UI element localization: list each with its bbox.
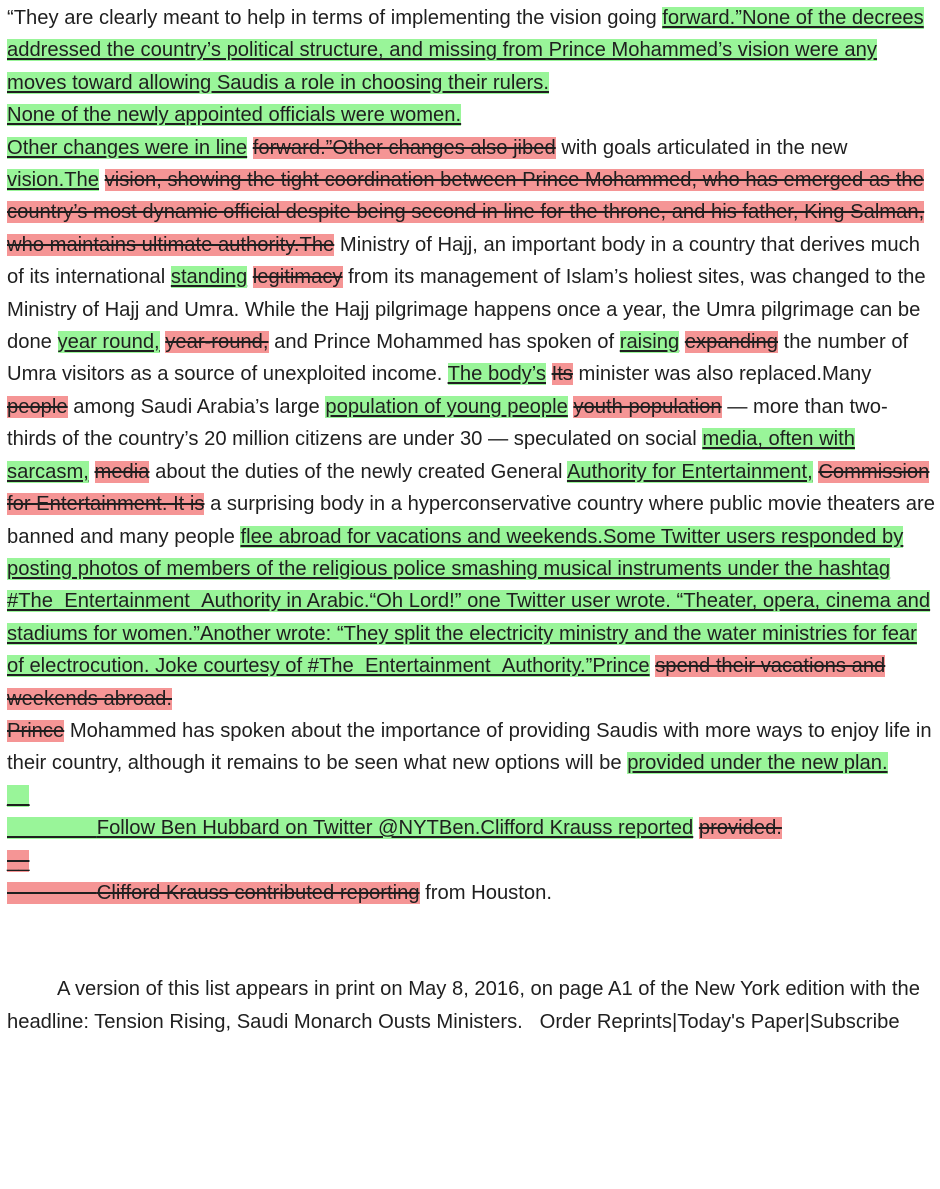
link-separator: | xyxy=(804,1010,810,1033)
inserted-text: year round, xyxy=(57,331,160,354)
unchanged-text xyxy=(89,461,95,483)
unchanged-text: about the duties of the newly created General xyxy=(149,460,567,483)
inserted-text: provided under the new plan. xyxy=(627,752,888,775)
inserted-text: population of young people xyxy=(325,395,568,418)
inserted-text: forward.”None of the decrees addressed the country’s political structure, and missing from Prince Mohammed’s vision were any moves toward allowing Saudis a role in choosing their rulers. xyxy=(7,7,924,94)
deleted-text: people xyxy=(7,395,68,418)
deleted-text: legitimacy xyxy=(252,266,343,289)
unchanged-text: “They are clearly meant to help in terms of implementing the vision going xyxy=(7,7,663,29)
deleted-text: year-round, xyxy=(165,331,269,354)
print-edition-text: A version of this list appears in print on May 8, 2016, on page A1 of the New York edition with the headline: Tension Rising, Saudi Monarch Ousts Ministers. xyxy=(7,978,920,1033)
unchanged-text xyxy=(99,169,105,191)
deleted-text: Commission for Entertainment. It is xyxy=(7,460,930,516)
subscribe-link[interactable]: Subscribe xyxy=(809,1010,900,1033)
inserted-text: __ xyxy=(7,784,30,807)
deleted-text: Prince xyxy=(7,719,65,742)
unchanged-text: from Houston. xyxy=(419,881,552,904)
todays-paper-link[interactable]: Today's Paper xyxy=(677,1010,805,1033)
order-reprints-link[interactable]: Order Reprints xyxy=(539,1010,673,1033)
unchanged-text xyxy=(247,266,253,288)
inserted-text: Other changes were in line xyxy=(7,136,248,159)
inserted-text: The body’s xyxy=(447,363,546,386)
unchanged-text: the number of Umra visitors as a source of unexploited income. xyxy=(7,331,909,386)
deleted-text: Its xyxy=(551,363,573,386)
unchanged-text: minister was also replaced.Many xyxy=(572,363,872,386)
deleted-text: forward.”Other changes also jibed xyxy=(252,136,556,159)
deleted-text: expanding xyxy=(684,331,778,354)
inserted-text: vision.The xyxy=(7,169,100,192)
inserted-text: media, often with sarcasm, xyxy=(7,428,855,483)
unchanged-text: and Prince Mohammed has spoken of xyxy=(268,331,620,354)
deleted-text: vision, showing the tight coordination between Prince Mohammed, who has emerged as the country’s most dynamic official despite being second in line for the throne, and his father, King Salman, who maintains ultimate authority.The xyxy=(7,169,925,256)
unchanged-text: Ministry of Hajj, an important body in a country that derives much of its international xyxy=(7,233,920,289)
print-edition-note xyxy=(7,973,937,1038)
inserted-text: None of the newly appointed officials were women. xyxy=(7,104,462,127)
unchanged-text xyxy=(247,137,253,159)
unchanged-text: among Saudi Arabia’s large xyxy=(67,395,326,418)
unchanged-text: Mohammed has spoken about the importance of providing Saudis with more ways to enjoy life in their country, although it remains to be seen what new options will be xyxy=(7,719,932,775)
unchanged-text xyxy=(679,331,685,353)
diff-article-text xyxy=(7,2,937,909)
deleted-text: youth population xyxy=(573,395,722,418)
deleted-text: Clifford Krauss contributed reporting xyxy=(7,881,420,904)
deleted-text: media xyxy=(94,460,150,483)
link-separator: | xyxy=(672,1010,678,1033)
inserted-text: standing xyxy=(170,266,248,289)
deleted-text: provided. xyxy=(698,817,782,840)
inserted-text: Authority for Entertainment, xyxy=(566,460,813,483)
unchanged-text: a surprising body in a hyperconservative country where public movie theaters are banned and many people xyxy=(7,493,935,548)
unchanged-text: — more than two-thirds of the country’s 20 million citizens are under 30 — speculated on social xyxy=(7,395,888,451)
unchanged-text xyxy=(546,363,552,385)
unchanged-text: with goals articulated in the new xyxy=(555,136,848,159)
inserted-text: flee abroad for vacations and weekends.Some Twitter users responded by posting photos of members of the religious police smashing musical instruments under the hashtag #The_Entertainment_Authority in Arabic.“Oh Lord!” one Twitter user wrote. “Theater, opera, cinema and stadiums for women.”Another wrote: “They split the electricity ministry and the water ministries for fear of electrocution. Joke courtesy of #The_Entertainment_Authority.”Prince xyxy=(7,525,931,678)
deleted-text: __ xyxy=(7,849,30,872)
spacer xyxy=(523,1011,540,1033)
deleted-text: spend their vacations and weekends abroad. xyxy=(7,655,886,710)
inserted-text: Follow Ben Hubbard on Twitter @NYTBen.Clifford Krauss reported xyxy=(7,817,694,840)
unchanged-text: from its management of Islam’s holiest sites, was changed to the Ministry of Hajj and Umra. While the Hajj pilgrimage happens once a year, the Umra pilgrimage can be done xyxy=(7,266,926,354)
inserted-text: raising xyxy=(619,331,680,354)
